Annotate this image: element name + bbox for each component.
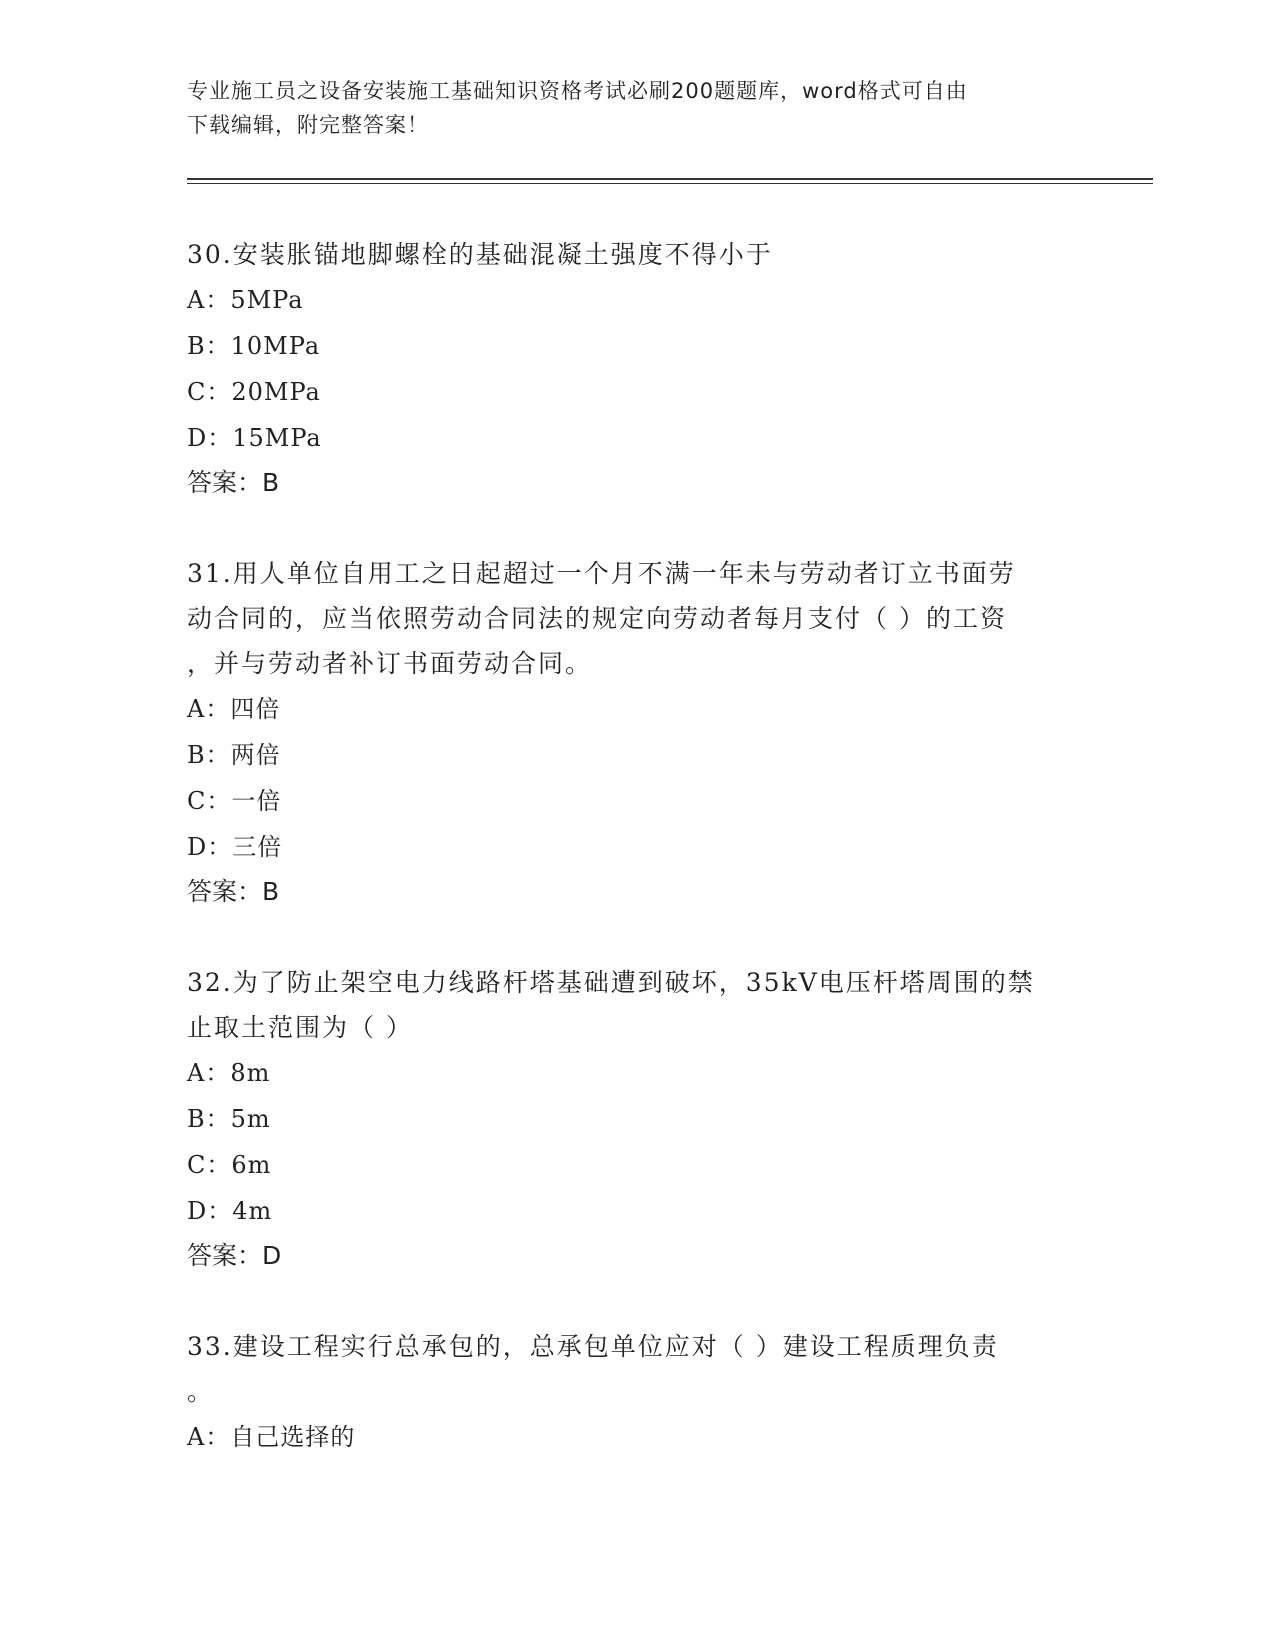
answer: 答案：B	[187, 877, 280, 906]
option-a: A：四倍	[187, 695, 281, 723]
question-text: 33.建设工程实行总承包的，总承包单位应对（ ）建设工程质理负责	[187, 1332, 999, 1361]
document-header	[187, 74, 1087, 142]
header-divider-thick	[187, 178, 1153, 180]
option-a: A：8m	[187, 1059, 271, 1087]
question-33	[187, 1324, 1087, 1460]
option-b: B：10MPa	[187, 332, 321, 360]
question-text: 。	[187, 1377, 215, 1406]
question-31	[187, 551, 1087, 914]
question-text: ，并与劳动者补订书面劳动合同。	[187, 649, 593, 678]
option-b: B：5m	[187, 1105, 271, 1133]
header-divider-thin	[187, 183, 1153, 184]
question-text: 31.用人单位自用工之日起超过一个月不满一年未与劳动者订立书面劳	[187, 559, 1016, 588]
option-d: D：4m	[187, 1197, 273, 1225]
option-c: C：20MPa	[187, 378, 321, 406]
option-c: C：6m	[187, 1151, 272, 1179]
option-b: B：两倍	[187, 741, 281, 769]
option-d: D：15MPa	[187, 424, 322, 452]
header-line-1: 专业施工员之设备安装施工基础知识资格考试必刷200题题库，word格式可自由	[187, 79, 968, 103]
answer: 答案：D	[187, 1241, 282, 1270]
answer: 答案：B	[187, 468, 280, 497]
question-text: 32.为了防止架空电力线路杆塔基础遭到破坏，35kV电压杆塔周围的禁	[187, 968, 1035, 997]
question-text: 止取土范围为（ ）	[187, 1013, 413, 1042]
option-c: C：一倍	[187, 787, 282, 815]
option-a: A：5MPa	[187, 286, 304, 314]
question-text: 30.安装胀锚地脚螺栓的基础混凝土强度不得小于	[187, 240, 773, 269]
option-d: D：三倍	[187, 833, 283, 861]
question-30	[187, 232, 1087, 505]
question-32	[187, 960, 1087, 1278]
question-text: 动合同的，应当依照劳动合同法的规定向劳动者每月支付（ ）的工资	[187, 604, 1007, 633]
option-a: A：自己选择的	[187, 1423, 356, 1451]
question-list	[187, 232, 1087, 1506]
header-line-2: 下载编辑，附完整答案！	[187, 113, 429, 137]
